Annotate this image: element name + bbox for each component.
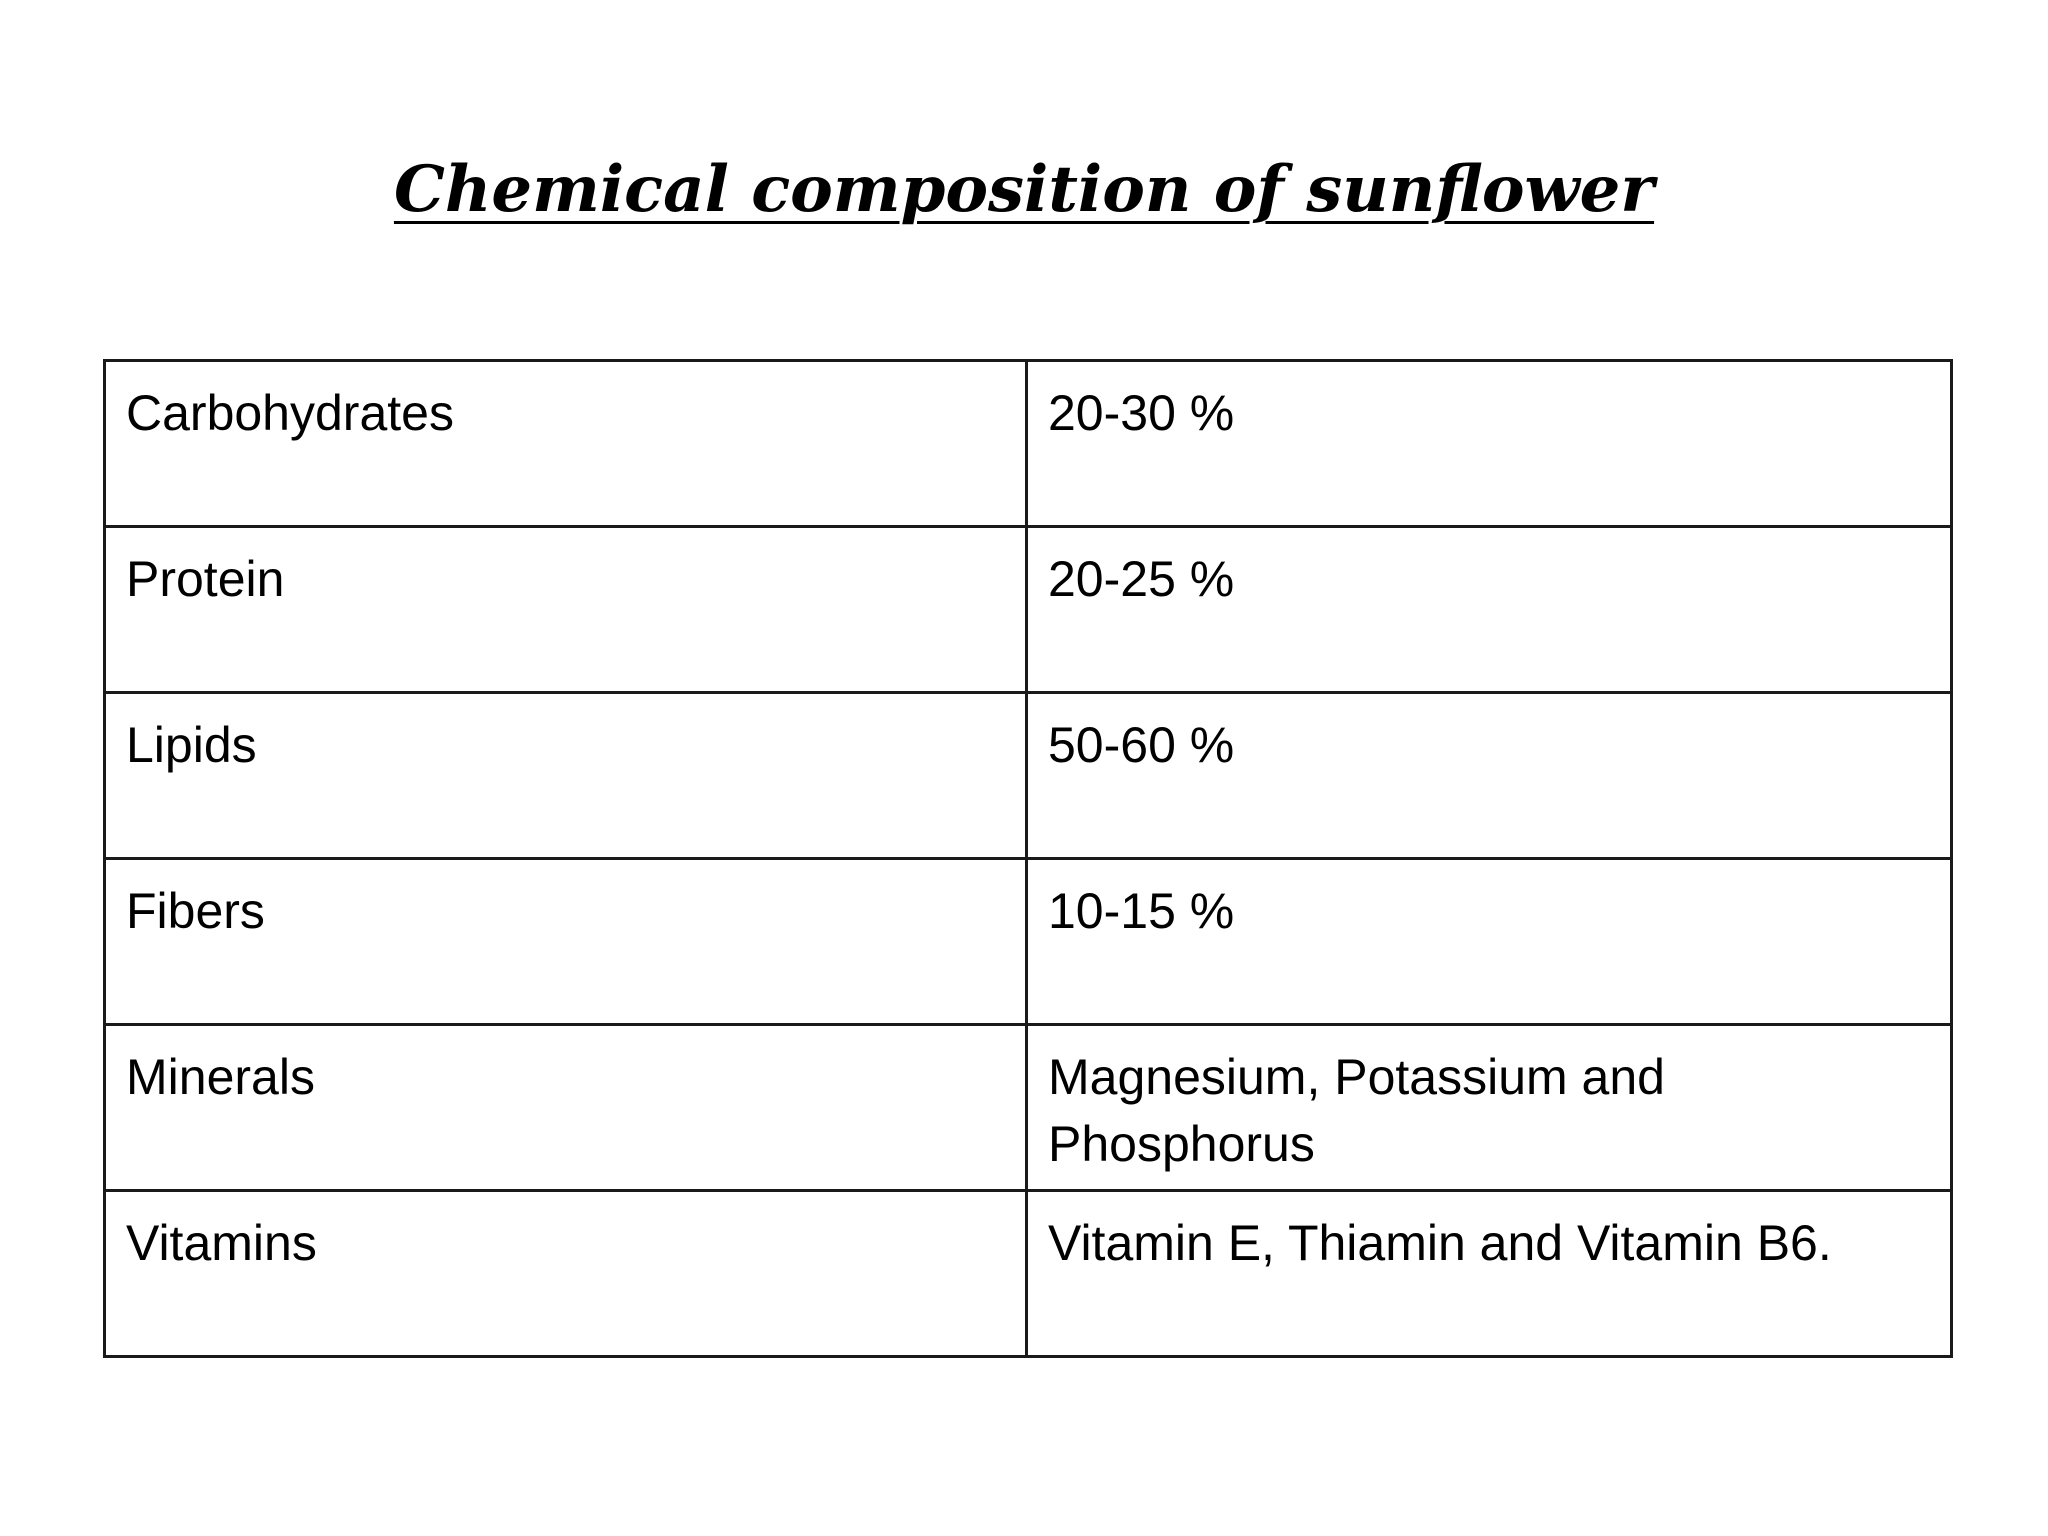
value-cell: 20-25 %: [1027, 527, 1952, 693]
component-cell: Protein: [105, 527, 1027, 693]
value-cell: 10-15 %: [1027, 859, 1952, 1025]
component-cell: Vitamins: [105, 1191, 1027, 1357]
table-row: [105, 1025, 1952, 1191]
table-row: [105, 693, 1952, 859]
table-row: [105, 859, 1952, 1025]
value-cell: 50-60 %: [1027, 693, 1952, 859]
page-title: [0, 150, 2048, 230]
page-title-text: Chemical composition of sunflower: [393, 152, 1655, 227]
table-row: [105, 1191, 1952, 1357]
component-cell: Carbohydrates: [105, 361, 1027, 527]
value-cell: Vitamin E, Thiamin and Vitamin B6.: [1027, 1191, 1952, 1357]
value-cell: Magnesium, Potassium and Phosphorus: [1027, 1025, 1952, 1191]
component-cell: Minerals: [105, 1025, 1027, 1191]
table-row: [105, 361, 1952, 527]
component-cell: Lipids: [105, 693, 1027, 859]
table-row: [105, 527, 1952, 693]
value-cell: 20-30 %: [1027, 361, 1952, 527]
component-cell: Fibers: [105, 859, 1027, 1025]
composition-table: [103, 359, 1953, 1358]
